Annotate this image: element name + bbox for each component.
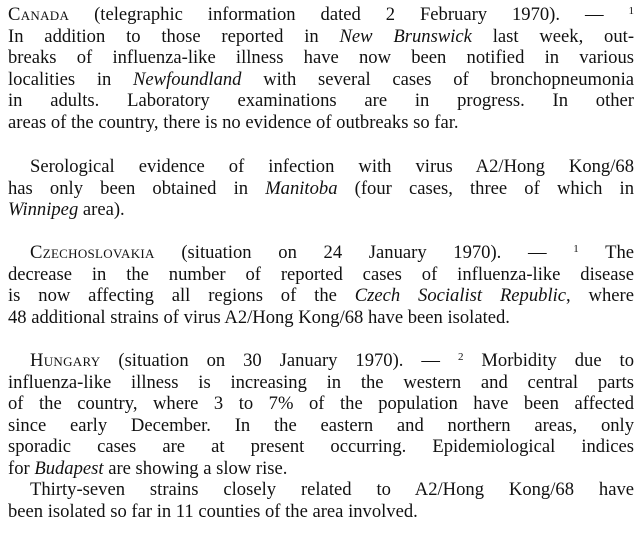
text-fragment: Morbidity due to (463, 350, 634, 371)
text-fragment: are showing a slow rise. (103, 457, 288, 479)
text-fragment: with several cases of bronchopneumonia (241, 68, 635, 90)
text-line (8, 26, 634, 48)
serology-report (8, 156, 634, 221)
place-name: Budapest (34, 457, 104, 479)
place-name: New Brunswick (339, 25, 472, 47)
text-line (8, 4, 634, 26)
text-line: been isolated so far in 11 counties of the area involved. (8, 500, 418, 522)
footnote-ref: 1 (628, 4, 634, 17)
text-line: Serological evidence of infection with virus A2/Hong Kong/68 (30, 156, 634, 177)
place-name: Manitoba (265, 177, 338, 199)
czechoslovakia-report (8, 242, 634, 328)
text-line: of the country, where 3 to 7% of the population have been affected (8, 393, 634, 414)
place-name: Winnipeg (8, 199, 79, 220)
text-fragment: (situation on 30 January 1970). — (100, 350, 440, 371)
text-line (8, 242, 634, 264)
text-line: influenza-like illness is increasing in the western and central parts (8, 371, 634, 393)
place-name: Newfoundland (133, 68, 242, 90)
hungary-report (8, 350, 634, 522)
text-line: since early December. In the eastern and northern areas, only (8, 414, 634, 436)
text-fragment: localities in (8, 68, 134, 90)
text-fragment: In addition to those reported in (8, 25, 340, 47)
text-fragment: , where (566, 285, 634, 306)
footnote-ref: 2 (457, 350, 464, 363)
footnote-ref: 1 (573, 242, 579, 255)
text-line: 48 additional strains of virus A2/Hong Kong/68 have been isolated. (8, 306, 510, 328)
text-fragment: The (578, 242, 634, 263)
text-line (8, 350, 634, 372)
text-line (8, 178, 634, 200)
text-line (8, 69, 634, 91)
text-line (8, 199, 634, 221)
text-fragment: is now affecting all regions of the (8, 285, 355, 306)
text-line: Thirty-seven strains closely related to A2/Hong Kong/68 have (30, 479, 634, 500)
text-line: in adults. Laboratory examinations are in progress. In other (8, 90, 634, 111)
text-line: sporadic cases are at present occurring. Epidemiological indices (8, 436, 634, 457)
text-line: decrease in the number of reported cases of influenza-like disease (8, 263, 634, 285)
text-fragment: (situation on 24 January 1970). — (154, 242, 547, 263)
canada-report (8, 4, 634, 133)
country-heading: Canada (8, 4, 70, 25)
text-line (8, 285, 634, 307)
place-name: Czech Socialist Republic (354, 285, 567, 306)
text-fragment: (four cases, three of which in (337, 177, 634, 199)
text-fragment: for (8, 457, 35, 479)
text-fragment: last week, out- (471, 25, 635, 47)
country-heading: Hungary (30, 350, 101, 371)
text-fragment: has only been obtained in (8, 177, 266, 199)
text-fragment: (telegraphic information dated 2 February 1970). — (69, 4, 604, 25)
text-line (8, 458, 634, 480)
country-heading: Czechoslovakia (30, 242, 155, 263)
text-line: breaks of influenza-like illness have now been notified in various (8, 47, 634, 68)
text-fragment: area). (78, 199, 125, 220)
text-line: areas of the country, there is no evidence of outbreaks so far. (8, 111, 459, 133)
